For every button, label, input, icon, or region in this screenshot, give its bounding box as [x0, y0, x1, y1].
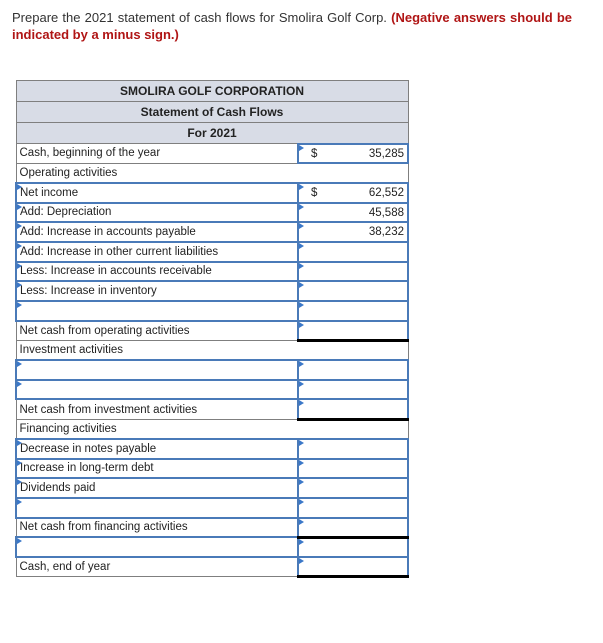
statement-row [16, 478, 408, 498]
amount-input[interactable] [298, 183, 408, 203]
dropdown-flag-icon [299, 223, 304, 229]
statement-row [16, 360, 408, 380]
statement-row [16, 281, 408, 301]
dropdown-flag-icon [17, 263, 22, 269]
row-label-dropdown[interactable] [16, 262, 298, 282]
amount-input[interactable] [298, 262, 408, 282]
dollar-sign: $ [311, 147, 318, 160]
row-label-dropdown[interactable] [16, 537, 298, 557]
negative-note: (Negative answers should be indicated by a minus sign.) [12, 10, 572, 42]
amount-input[interactable] [298, 459, 408, 479]
statement-row [16, 380, 408, 400]
dropdown-flag-icon [17, 440, 22, 446]
amount-value: 35,285 [368, 147, 404, 160]
dropdown-flag-icon [17, 243, 22, 249]
dropdown-flag-icon [299, 243, 304, 249]
row-label-dropdown[interactable] [16, 478, 298, 498]
row-label-dropdown[interactable] [16, 439, 298, 459]
row-label-text: Decrease in notes payable [20, 442, 157, 455]
row-label-text: Less: Increase in accounts receivable [20, 265, 212, 278]
row-label-dropdown[interactable] [16, 459, 298, 479]
statement-row [16, 459, 408, 479]
dropdown-flag-icon [299, 460, 304, 466]
company-name: SMOLIRA GOLF CORPORATION [16, 81, 408, 102]
amount-value: 62,552 [368, 186, 404, 199]
dropdown-flag-icon [299, 361, 304, 367]
dropdown-flag-icon [17, 282, 22, 288]
row-label-dropdown[interactable] [16, 183, 298, 203]
row-label [16, 557, 298, 577]
row-label-dropdown[interactable] [16, 360, 298, 380]
dropdown-flag-icon [299, 558, 304, 564]
dropdown-flag-icon [299, 479, 304, 485]
dropdown-flag-icon [299, 519, 304, 525]
amount-input[interactable] [298, 321, 408, 341]
dropdown-flag-icon [299, 204, 304, 210]
instruction-text: Prepare the 2021 statement of cash flows for Smolira Golf Corp. [12, 10, 387, 25]
statement-row [16, 222, 408, 242]
row-label-dropdown[interactable] [16, 222, 298, 242]
amount-input[interactable] [298, 380, 408, 400]
dropdown-flag-icon [299, 539, 304, 545]
amount-input[interactable] [298, 360, 408, 380]
dropdown-flag-icon [299, 322, 304, 328]
statement-row [16, 144, 408, 164]
dropdown-flag-icon [17, 460, 22, 466]
statement-row [16, 439, 408, 459]
statement-row [16, 321, 408, 341]
row-label-text: Net cash from operating activities [19, 324, 190, 337]
amount-input[interactable] [298, 222, 408, 242]
dropdown-flag-icon [299, 499, 304, 505]
dollar-sign: $ [311, 186, 318, 199]
dropdown-flag-icon [299, 184, 304, 190]
dropdown-flag-icon [17, 499, 22, 505]
amount-value: 38,232 [368, 226, 404, 239]
row-label-text: Cash, end of year [19, 561, 111, 574]
statement-row [16, 163, 408, 183]
dropdown-flag-icon [299, 145, 304, 151]
row-label-text: Cash, beginning of the year [19, 147, 161, 160]
dropdown-flag-icon [17, 302, 22, 308]
statement-period: For 2021 [16, 123, 408, 144]
section-heading: Financing activities [16, 419, 408, 439]
statement-row [16, 242, 408, 262]
amount-input[interactable] [298, 281, 408, 301]
amount-input[interactable] [298, 478, 408, 498]
statement-row [16, 419, 408, 439]
dropdown-flag-icon [17, 184, 22, 190]
row-label-text: Add: Depreciation [20, 206, 112, 219]
row-label-dropdown[interactable] [16, 281, 298, 301]
row-label-text: Add: Increase in accounts payable [20, 226, 196, 239]
dropdown-flag-icon [299, 440, 304, 446]
dropdown-flag-icon [299, 263, 304, 269]
row-label-text: Dividends paid [20, 482, 96, 495]
amount-input[interactable] [298, 439, 408, 459]
amount-value: 45,588 [368, 206, 404, 219]
statement-row [16, 518, 408, 538]
dropdown-flag-icon [299, 400, 304, 406]
row-label-dropdown[interactable] [16, 498, 298, 518]
dropdown-flag-icon [17, 204, 22, 210]
statement-row [16, 399, 408, 419]
dropdown-flag-icon [299, 282, 304, 288]
row-label-text: Add: Increase in other current liabilities [20, 245, 219, 258]
statement-row [16, 340, 408, 360]
dropdown-flag-icon [17, 479, 22, 485]
amount-input[interactable] [298, 144, 408, 164]
row-label-text: Net cash from investment activities [19, 403, 198, 416]
row-label-text: Net income [20, 186, 79, 199]
row-label [16, 144, 298, 164]
row-label [16, 321, 298, 341]
section-heading: Investment activities [16, 340, 408, 360]
statement-row [16, 537, 408, 557]
amount-input[interactable] [298, 203, 408, 223]
amount-input[interactable] [298, 537, 408, 557]
row-label-text: Net cash from financing activities [19, 521, 188, 534]
dropdown-flag-icon [17, 361, 22, 367]
row-label-text: Less: Increase in inventory [20, 285, 157, 298]
cash-flow-statement [15, 80, 409, 578]
statement-row [16, 498, 408, 518]
dropdown-flag-icon [299, 302, 304, 308]
instructions [12, 9, 572, 43]
statement-row [16, 203, 408, 223]
row-label-dropdown[interactable] [16, 203, 298, 223]
statement-title: Statement of Cash Flows [16, 102, 408, 123]
row-label [16, 518, 298, 538]
row-label-dropdown[interactable] [16, 301, 298, 321]
section-heading: Operating activities [16, 163, 408, 183]
statement-row [16, 301, 408, 321]
dropdown-flag-icon [17, 223, 22, 229]
statement-row [16, 183, 408, 203]
row-label [16, 399, 298, 419]
row-label-dropdown[interactable] [16, 380, 298, 400]
amount-input[interactable] [298, 498, 408, 518]
amount-input[interactable] [298, 242, 408, 262]
dropdown-flag-icon [299, 381, 304, 387]
row-label-dropdown[interactable] [16, 242, 298, 262]
statement-row [16, 262, 408, 282]
dropdown-flag-icon [17, 381, 22, 387]
amount-input[interactable] [298, 399, 408, 419]
statement-row [16, 557, 408, 577]
amount-input[interactable] [298, 557, 408, 577]
amount-input[interactable] [298, 301, 408, 321]
dropdown-flag-icon [17, 538, 22, 544]
row-label-text: Increase in long-term debt [20, 462, 154, 475]
amount-input[interactable] [298, 518, 408, 538]
